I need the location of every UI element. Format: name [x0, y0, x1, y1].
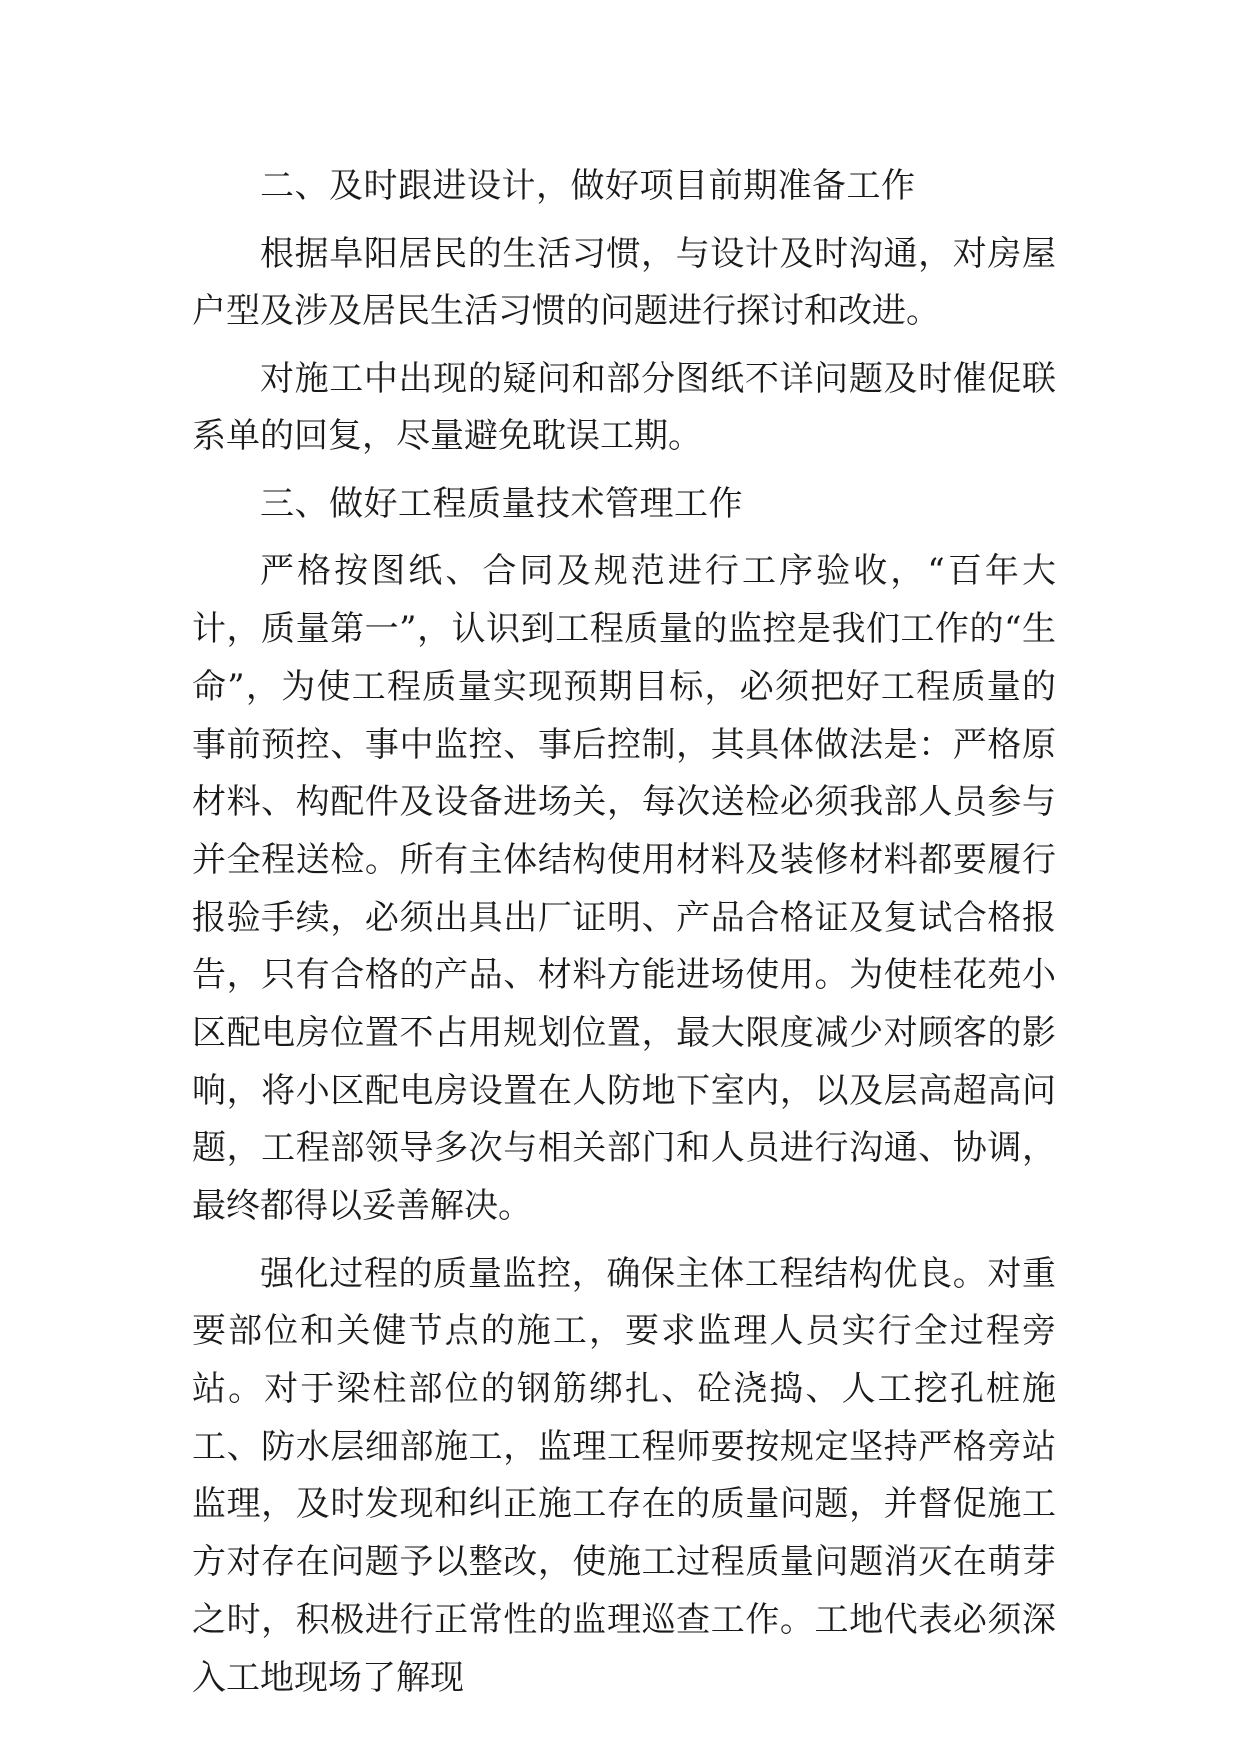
- section-heading-quality: 三、做好工程质量技术管理工作: [260, 483, 743, 524]
- document-body: [192, 158, 1056, 1717]
- paragraph-quality-acceptance: 严格按图纸、合同及规范进行工序验收，“百年大计，质量第一”，认识到工程质量的监控是我们工作的“生命”，为使工程质量实现预期目标，必须把好工程质量的事前预控、事中监控、事后控制，其具体做法是：严格原材料、构配件及设备进场关，每次送检必须我部人员参与并全程送检。所有主体结构使用材料及装修材料都要履行报验手续，必须出具出厂证明、产品合格证及复试合格报告，只有合格的产品、材料方能进场使用。为使桂花苑小区配电房位置不占用规划位置，最大限度减少对顾客的影响，将小区配电房设置在人防地下室内，以及层高超高问题，工程部领导多次与相关部门和人员进行沟通、协调，最终都得以妥善解决。: [192, 551, 1056, 1227]
- paragraph-process-monitoring: 强化过程的质量监控，确保主体工程结构优良。对重要部位和关健节点的施工，要求监理人员实行全过程旁站。对于梁柱部位的钢筋绑扎、砼浇捣、人工挖孔桩施工、防水层细部施工，监理工程师要按规定坚持严格旁站监理，及时发现和纠正施工存在的质量问题，并督促施工方对存在问题予以整改，使施工过程质量问题消灭在萌芽之时，积极进行正常性的监理巡查工作。工地代表必须深入工地现场了解现: [192, 1253, 1056, 1698]
- section-heading-design: 二、及时跟进设计，做好项目前期准备工作: [260, 166, 916, 206]
- paragraph-construction-questions: 对施工中出现的疑问和部分图纸不详问题及时催促联系单的回复，尽量避免耽误工期。: [192, 358, 1056, 457]
- paragraph-design-communication: 根据阜阳居民的生活习惯，与设计及时沟通，对房屋户型及涉及居民生活习惯的问题进行探讨和改进。: [192, 233, 1056, 332]
